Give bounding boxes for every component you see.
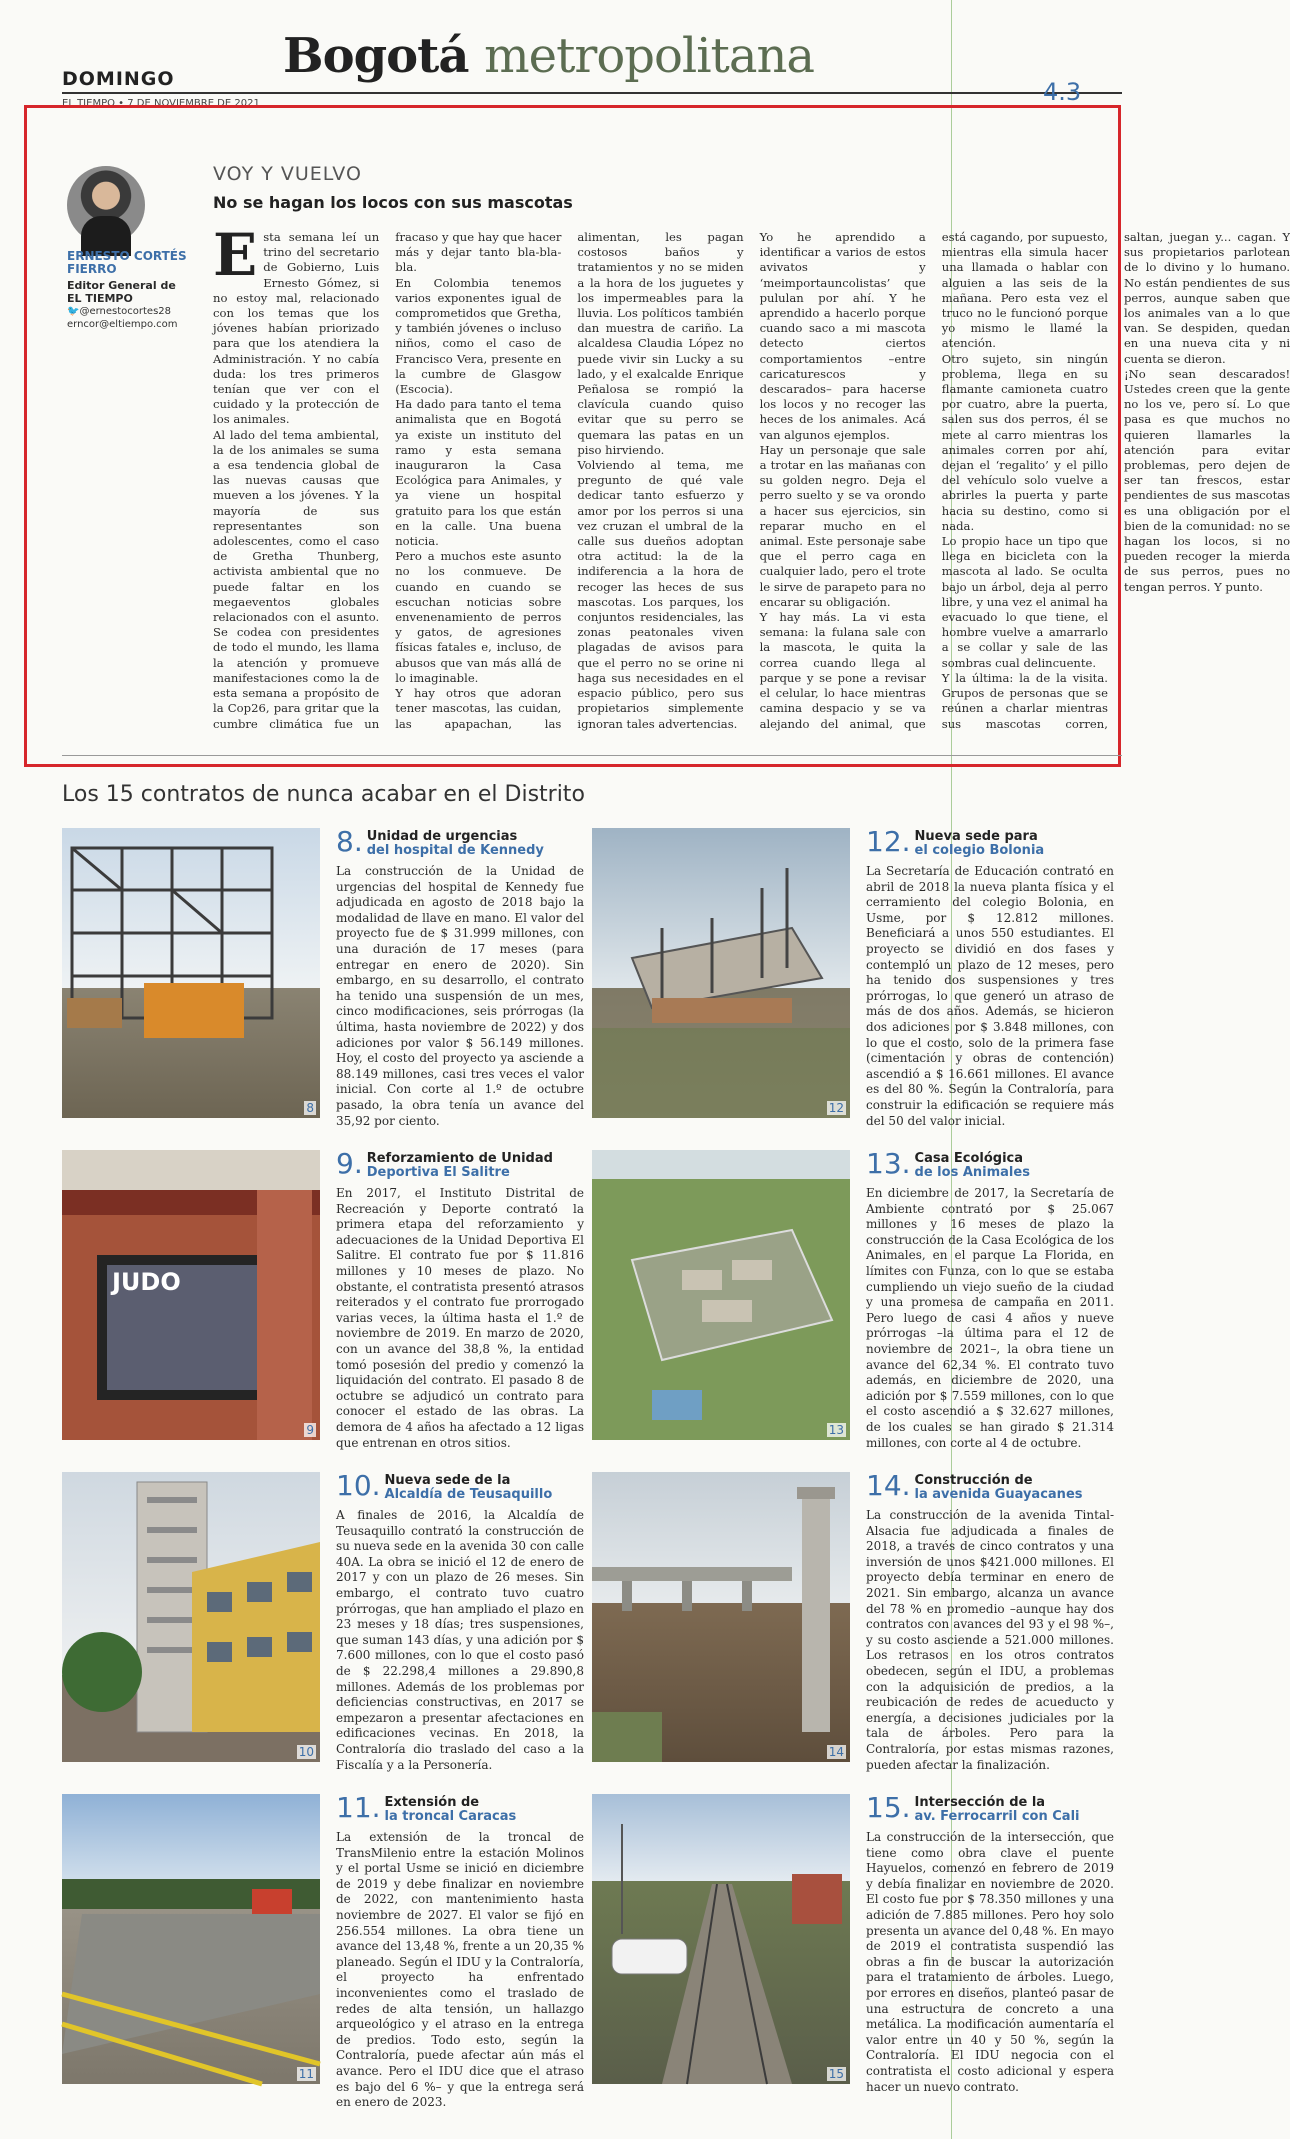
- contract-title: Extensión de: [384, 1795, 480, 1810]
- contract-subtitle: el colegio Bolonia: [914, 843, 1045, 858]
- author-name: ERNESTO CORTÉS FIERRO: [67, 249, 187, 276]
- opinion-body: [213, 221, 1290, 742]
- contract-heading: [866, 825, 1114, 858]
- contract-body: A finales de 2016, la Alcaldía de Teusaquillo contrató la construcción de su nueva sede en la avenida 30 con calle 40A. La obra se inició el 12 de enero de 2017 y con un plazo de 26 meses. Sin embargo, el contrato tuvo cuatro prórrogas, que han ampliado el plazo en 23 meses y 18 días; tres suspensiones, que suman 143 días, y una adición por $ 7.600 millones, con lo que el costo pasó de $ 22.298,4 millones a 29.890,8 millones. Además de los problemas por deficiencias constructivas, en 2017 se empezaron a presentar afectaciones en edificaciones vecinas. En 2018, la Contraloría dio traslado del caso a la Fiscalía y a la Personería.: [336, 1508, 584, 1772]
- section-title: Los 15 contratos de nunca acabar en el Distrito: [62, 782, 585, 807]
- masthead-rule: [62, 92, 1122, 94]
- contract-item-8: [62, 825, 592, 1128]
- opinion-paragraph: Y hay más. La vi esta semana: la fulana sale con la mascota, le quita la correa cuando llega al parque y se pone a revisar el celular, lo hace mientras camina despacio y se va alejando del animal, que está cagando, por supuesto, mientras ella simula hacer una llamada o hablar con alguien a las seis de la mañana. Pero esta vez el truco no le funcionó porque yo mismo le llamé la atención.: [759, 230, 1108, 731]
- photo-number: 12: [828, 1101, 844, 1115]
- contract-title: Nueva sede de la: [384, 1473, 511, 1488]
- contract-heading: [866, 1791, 1114, 1824]
- contract-item-9: [62, 1147, 592, 1450]
- contract-number: 14.: [866, 1469, 911, 1502]
- opinion-paragraph: Lo propio hace un tipo que llega en bicicleta con la mascota al lado. Se oculta bajo un árbol, deja al perro libre, y una vez el animal ha evacuado lo que tiene, el hombre vuelve a amarrarlo a se collar y sale de las sombras cual delincuente.: [941, 534, 1108, 670]
- photo-troncal-caracas: [62, 1794, 320, 2084]
- opinion-paragraph: Yo he aprendido a identificar a varios de estos avivatos y ‘meimportauncolistas’ que pululan por ahí. Y he aprendido a hacerlo porque cuando saco a mi mascota detecto ciertos comportamientos –entre caricaturescos y descarados– para hacerse los locos y no recoger las heces de los animales. Acá van algunos ejemplos.: [759, 230, 926, 442]
- opinion-paragraph: Esta semana leí un trino del secretario de Gobierno, Luis Ernesto Gómez, si no estoy mal, relacionado con los temas que los jóvenes habían priorizado para que los atendiera la Administración. Y no cabía duda: los tres primeros tenían que ver con el cuidado y la protección de los animales.: [213, 221, 380, 427]
- opinion-paragraph: Al lado del tema ambiental, la de los animales se suma a esa tendencia global de las nuevas causas que mueven a los jóvenes. Y la mayoría de sus representantes son adolescentes, como el caso de Gretha Thunberg, activista ambiental que no puede faltar en los megaeventos globales relacionados con el asunto. Se codea con presidentes de todo el mundo, les llama la atención y promueve manifestaciones como la de esta semana a propósito de la Cop26, para gritar que la cumbre climática fue un fracaso y que hay que hacer más y dejar tanto bla-bla-bla.: [213, 230, 562, 731]
- photo-el-salitre: [62, 1150, 320, 1440]
- contract-number: 8.: [336, 825, 363, 858]
- photo-alcaldia-teusaquillo: [62, 1472, 320, 1762]
- contract-number: 12.: [866, 825, 911, 858]
- contract-title: Reforzamiento de Unidad: [366, 1151, 553, 1166]
- photo-casa-ecologica: [592, 1150, 850, 1440]
- photo-av-ferrocarril: [592, 1794, 850, 2084]
- opinion-paragraph: Ha dado para tanto el tema animalista que en Bogotá ya existe un instituto del ramo y esta semana inauguraron la Casa Ecológica para Animales, y ya viene un hospital gratuito para los que están en la calle. Una buena noticia.: [395, 397, 562, 549]
- contract-number: 13.: [866, 1147, 911, 1180]
- contract-subtitle: la troncal Caracas: [384, 1809, 517, 1824]
- contract-heading: [336, 1791, 584, 1824]
- opinion-paragraph: Y la última: la de la visita. Grupos de personas que se reúnen a charlar mientras sus mascotas corren, saltan, juegan y... cagan. Y sus propietarios parlotean de lo divino y lo humano. No están pendientes de sus perros, aunque saben que los animales van a lo que van. Se despiden, quedan en una nueva cita y ni cuenta se dieron.: [941, 230, 1290, 731]
- contract-heading: [336, 825, 584, 858]
- contract-item-11: [62, 1791, 592, 2110]
- opinion-title: No se hagan los locos con sus mascotas: [213, 193, 573, 212]
- author-avatar: [67, 166, 145, 244]
- photo-number: 11: [298, 2067, 314, 2081]
- contract-title: Construcción de: [914, 1473, 1033, 1488]
- contract-body: La construcción de la intersección, que tiene como obra clave el puente Hayuelos, comenzó en febrero de 2019 y debía finalizar en noviembre de 2020. El costo fue por $ 78.350 millones y una adición de 7.885 millones. Pero hoy solo presenta un avance del 0,48 %. En mayo de 2019 el contratista suspendió las obras a fin de buscar la autorización para el tratamiento de árboles. Luego, por errores en diseños, planteó pasar de una estructura de concreto a una metálica. La modificación aumentaría el valor entre un 40 y 50 %, según la Contraloría. El IDU negocia con el contratista el costo adicional y espera hacer un nuevo contrato.: [866, 1830, 1114, 2094]
- twitter-icon: 🐦: [67, 306, 80, 317]
- opinion-paragraph: Hay un personaje que sale a trotar en las mañanas con su golden negro. Deja el perro suelto y se va orondo a hacer sus ejercicios, sin reparar mucho en el animal. Este personaje sabe que el perro caga en cualquier lado, pero el trote le sirve de parapeto para no encarar su obligación.: [759, 442, 926, 609]
- contract-title: Nueva sede para: [914, 829, 1038, 844]
- contract-subtitle: av. Ferrocarril con Cali: [914, 1809, 1080, 1824]
- contract-number: 9.: [336, 1147, 363, 1180]
- photo-number: 13: [828, 1423, 844, 1437]
- contract-heading: [336, 1147, 584, 1180]
- contract-subtitle: la avenida Guayacanes: [914, 1487, 1083, 1502]
- judo-sign: JUDO: [112, 1268, 181, 1296]
- contract-subtitle: del hospital de Kennedy: [366, 843, 544, 858]
- contract-item-14: [592, 1469, 1122, 1772]
- photo-colegio-bolonia: [592, 828, 850, 1118]
- opinion-paragraph: ¡No sean descarados! Ustedes creen que la gente no los ve, pero sí. Lo que pasa es que muchos no quieren llamarles la atención para evitar problemas, pero dejen de ser tan frescos, estar pendientes de sus mascotas es una obligación por el bien de la comunidad: no se hagan los locos, si no pueden recoger la mierda de sus perros, pues no tengan perros. Y punto.: [1123, 366, 1290, 594]
- opinion-paragraph: Pero a muchos este asunto no los conmueve. De cuando en cuando se escuchan noticias sobre envenenamiento de perros y gatos, de agresiones físicas fatales e, incluso, de abusos que van más allá de lo imaginable.: [395, 549, 562, 685]
- contract-body: La construcción de la Unidad de urgencias del hospital de Kennedy fue adjudicada en agosto de 2018 bajo la modalidad de llave en mano. El valor del proyecto fue de $ 31.999 millones, con una duración de 17 meses (para entregar en enero de 2020). Sin embargo, en su desarrollo, el contrato ha tenido una suspensión de un mes, cinco modificaciones, seis prórrogas (la última, hasta noviembre de 2022) y dos adiciones por valor $ 56.149 millones. Hoy, el costo del proyecto ya asciende a 88.149 millones, casi tres veces el valor inicial. Con corte al 1.º de octubre pasado, la obra tenía un avance del 35,92 por ciento.: [336, 864, 584, 1128]
- opinion-paragraph: En Colombia tenemos varios exponentes igual de comprometidos que Gretha, y también jóvenes o incluso niños, como el caso de Francisco Vera, presente en la cumbre de Glasgow (Escocia).: [395, 275, 562, 397]
- photo-number: 8: [306, 1101, 314, 1115]
- contract-body: En 2017, el Instituto Distrital de Recreación y Deporte contrató la primera etapa del reforzamiento y adecuaciones de la Unidad Deportiva El Salitre. El contrato fue por $ 11.816 millones y 10 meses de plazo. No obstante, el contratista presentó atrasos reiterados y el contrato fue prorrogado varias veces, la última hasta el 1.º de noviembre de 2019. En marzo de 2020, con un avance del 38,8 %, la entidad tomó posesión del predio y comenzó la liquidación del contrato. El pasado 8 de octubre se adjudicó un contrato para conocer el estado de las obras. La demora de 4 años ha afectado a 12 ligas que entrenan en otros sitios.: [336, 1186, 584, 1450]
- masthead-title-sub: metropolitana: [484, 28, 814, 84]
- photo-hospital-kennedy: [62, 828, 320, 1118]
- author-org: EL TIEMPO: [67, 292, 133, 305]
- contract-heading: [866, 1147, 1114, 1180]
- contract-body: La construcción de la avenida Tintal-Alsacia fue adjudicada a finales de 2018, a través de cinco contratos y una inversión de unos $421.000 millones. El proyecto debía terminar en enero de 2021. Sin embargo, alcanza un avance del 78 % en promedio –aunque hay dos contratos con avances del 93 y el 98 %–, y su costo asciende a 521.000 millones. Los retrasos en los otros contratos obedecen, según el IDU, a problemas con la adquisición de predios, a la reubicación de redes de acueducto y energía, a decisiones judiciales por la tala de árboles. Pero para la Contraloría, por estas mismas razones, pueden afectar la finalización.: [866, 1508, 1114, 1772]
- masthead-date: EL TIEMPO • 7 DE NOVIEMBRE DE 2021: [62, 98, 260, 109]
- contract-number: 11.: [336, 1791, 381, 1824]
- photo-number: 9: [306, 1423, 314, 1437]
- contract-body: La extensión de la troncal de TransMilenio entre la estación Molinos y el portal Usme se inició en diciembre de 2019 y debe finalizar en noviembre de 2022, con mantenimiento hasta noviembre de 2027. El valor se fijó en 256.554 millones. La obra tiene un avance del 13,48 %, frente a un 20,35 % planeado. Según el IDU y la Contraloría, el proyecto ha enfrentado inconvenientes como el traslado de redes de alta tensión, un hallazgo arqueológico y el atraso en la entrega de predios. Todo esto, según la Contraloría, puede afectar aún más el avance. Pero el IDU dice que el atraso es bajo del 6 %– y que la entrega será en enero de 2023.: [336, 1830, 584, 2110]
- photo-number: 10: [298, 1745, 314, 1759]
- masthead-day: DOMINGO: [62, 68, 175, 90]
- contract-item-13: [592, 1147, 1122, 1450]
- opinion-paragraph: Otro sujeto, sin ningún problema, llega en su flamante camioneta cuatro por cuatro, abre la puerta, salen sus dos perros, él se mete al carro mientras los animales corren por ahí, dejan el ‘regalito’ y el pillo del vehículo solo vuelve a abrirles la puerta y parte hacia su destino, como si nada.: [941, 351, 1108, 533]
- photo-avenida-guayacanes: [592, 1472, 850, 1762]
- author-block: [67, 250, 217, 331]
- contract-heading: [336, 1469, 584, 1502]
- contract-number: 10.: [336, 1469, 381, 1502]
- opinion-box: [24, 105, 1290, 767]
- opinion-section: VOY Y VUELVO: [213, 163, 362, 185]
- photo-number: 14: [828, 1745, 844, 1759]
- contract-title: Unidad de urgencias: [366, 829, 518, 844]
- contract-subtitle: Alcaldía de Teusaquillo: [384, 1487, 553, 1502]
- author-twitter[interactable]: 🐦@ernestocortes28: [67, 306, 172, 317]
- contract-body: La Secretaría de Educación contrató en abril de 2018 la nueva planta física y el cerramiento del colegio Bolonia, en Usme, por $ 12.812 millones. Beneficiará a unos 550 estudiantes. El proyecto se dividió en dos fases y contempló un plazo de 12 meses, pero ha tenido dos suspensiones y tres prórrogas, lo que generó un atraso de más de dos años. Además, se hicieron dos adiciones por $ 3.848 millones, con lo que el costo, solo de la primera fase (cimentación y obras de contención) ascendió a $ 16.661 millones. El avance es del 80 %. Según la Contraloría, para construir la edificación se requiere más del 50 del valor inicial.: [866, 864, 1114, 1128]
- opinion-paragraph: Volviendo al tema, me pregunto de qué vale dedicar tanto esfuerzo y amor por los perros si una vez cruzan el umbral de la calle sus dueños adoptan otra actitud: la de la indiferencia a la hora de recoger las heces de sus mascotas. Los parques, los conjuntos residenciales, las zonas peatonales viven plagadas de avisos para que el perro no se orine ni haga sus necesidades en el espacio público, pero sus propietarios simplemente ignoran tales advertencias.: [577, 458, 744, 731]
- section-rule: [62, 755, 1122, 756]
- contract-item-10: [62, 1469, 592, 1772]
- photo-number: 15: [828, 2067, 844, 2081]
- author-role: Editor General de: [67, 279, 176, 292]
- contract-body: En diciembre de 2017, la Secretaría de Ambiente contrató por $ 25.067 millones y 16 meses de plazo la construcción de la Casa Ecológica de los Animales, en el parque La Florida, en límites con Funza, con lo que se estaba cumpliendo un viejo sueño de la ciudad y una promesa de campaña en 2011. Pero luego de casi 4 años y nueve prórrogas –la última para el 12 de noviembre de 2021–, la obra tiene un avance del 62,34 %. El contrato tuvo además, en diciembre de 2020, una adición por $ 7.559 millones, con lo que el costo ascendió a $ 32.627 millones, de los cuales se han girado $ 21.314 millones, con corte al 4 de octubre.: [866, 1186, 1114, 1450]
- dropcap: E: [213, 221, 258, 289]
- contract-item-12: [592, 825, 1122, 1128]
- page-number: 4.3: [1043, 78, 1082, 106]
- contract-title: Casa Ecológica: [914, 1151, 1024, 1166]
- author-email[interactable]: erncor@eltiempo.com: [67, 319, 178, 330]
- contract-subtitle: de los Animales: [914, 1165, 1030, 1180]
- opinion-paragraph: Y hay otros que adoran tener mascotas, las cuidan, las apapachan, las alimentan, les pagan costosos baños y tratamientos y no se miden a la hora de los juguetes y los impermeables para la lluvia. Los políticos también dan muestra de cariño. La alcaldesa Claudia López no puede vivir sin Lucky a su lado, y el exalcalde Enrique Peñalosa se rompió la clavícula cuando quiso evitar que su perro se quemara las patas en un piso hirviendo.: [395, 230, 744, 731]
- contract-subtitle: Deportiva El Salitre: [366, 1165, 510, 1180]
- contract-number: 15.: [866, 1791, 911, 1824]
- contract-heading: [866, 1469, 1114, 1502]
- masthead-title-main: Bogotá: [283, 28, 469, 84]
- contract-title: Intersección de la: [914, 1795, 1046, 1810]
- masthead-title: [283, 28, 814, 84]
- contract-item-15: [592, 1791, 1122, 2094]
